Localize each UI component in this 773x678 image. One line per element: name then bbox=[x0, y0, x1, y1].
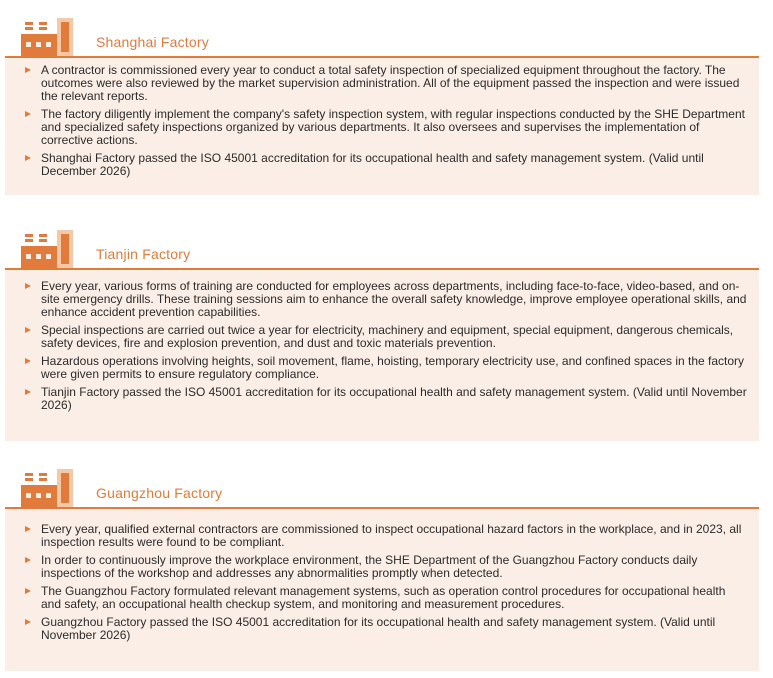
bullet-arrow-icon bbox=[25, 111, 31, 117]
section-body bbox=[5, 270, 759, 441]
list-item: The Guangzhou Factory formulated relevant management systems, such as operation control procedures for occupational health and safety, an occupational health checkup system, and monitoring and measurement procedures. bbox=[25, 585, 747, 611]
list-item: Every year, various forms of training are conducted for employees across departments, including face-to-face, video-based, and on-site emergency drills. These training sessions aim to enhance the overall safety knowledge, improve employee operational skills, and enhance accident prevention capabilities. bbox=[25, 280, 747, 319]
section-header bbox=[5, 12, 759, 58]
bullet-arrow-icon bbox=[25, 283, 31, 289]
bullet-arrow-icon bbox=[25, 327, 31, 333]
list-item: Guangzhou Factory passed the ISO 45001 accreditation for its occupational health and safety management system. (Valid until November 2026) bbox=[25, 616, 747, 642]
section-body bbox=[5, 58, 759, 195]
list-item: Shanghai Factory passed the ISO 45001 accreditation for its occupational health and safety management system. (Valid until December 2026) bbox=[25, 152, 747, 178]
bullet-arrow-icon bbox=[25, 155, 31, 161]
list-item: Every year, qualified external contractors are commissioned to inspect occupational hazard factors in the workplace, and in 2023, all inspection results were found to be compliant. bbox=[25, 523, 747, 549]
section-shanghai-factory bbox=[5, 12, 759, 195]
section-title: Guangzhou Factory bbox=[96, 485, 223, 501]
list-item: Hazardous operations involving heights, soil movement, flame, hoisting, temporary electricity use, and confined spaces in the factory were given permits to ensure regulatory compliance. bbox=[25, 355, 747, 381]
divider bbox=[5, 268, 759, 270]
section-header bbox=[5, 463, 759, 509]
bullet-arrow-icon bbox=[25, 619, 31, 625]
bullet-arrow-icon bbox=[25, 526, 31, 532]
factory-icon bbox=[21, 228, 79, 268]
list-item: The factory diligently implement the company's safety inspection system, with regular inspections conducted by the SHE Department and specialized safety inspections organized by various departments. It also oversees and supervises the implementation of corrective actions. bbox=[25, 108, 747, 147]
list-item: In order to continuously improve the workplace environment, the SHE Department of the Guangzhou Factory conducts daily inspections of the workshop and addresses any abnormalities promptly when detected. bbox=[25, 554, 747, 580]
bullet-arrow-icon bbox=[25, 67, 31, 73]
list-item: Tianjin Factory passed the ISO 45001 accreditation for its occupational health and safety management system. (Valid until November 2026) bbox=[25, 386, 747, 412]
section-body bbox=[5, 509, 759, 671]
section-title: Shanghai Factory bbox=[96, 34, 209, 50]
bullet-arrow-icon bbox=[25, 389, 31, 395]
factory-icon bbox=[21, 467, 79, 507]
section-guangzhou-factory bbox=[5, 463, 759, 671]
section-title: Tianjin Factory bbox=[96, 246, 191, 262]
section-header bbox=[5, 224, 759, 270]
bullet-arrow-icon bbox=[25, 557, 31, 563]
list-item: A contractor is commissioned every year to conduct a total safety inspection of specialized equipment throughout the factory. The outcomes were also reviewed by the market supervision administration. All of the equipment passed the inspection and were issued the relevant reports. bbox=[25, 64, 747, 103]
bullet-arrow-icon bbox=[25, 588, 31, 594]
section-tianjin-factory bbox=[5, 224, 759, 441]
divider bbox=[5, 507, 759, 509]
bullet-arrow-icon bbox=[25, 358, 31, 364]
divider bbox=[5, 56, 759, 58]
list-item: Special inspections are carried out twice a year for electricity, machinery and equipment, special equipment, dangerous chemicals, safety devices, fire and explosion prevention, and dust and toxic materials prevention. bbox=[25, 324, 747, 350]
factory-icon bbox=[21, 16, 79, 56]
